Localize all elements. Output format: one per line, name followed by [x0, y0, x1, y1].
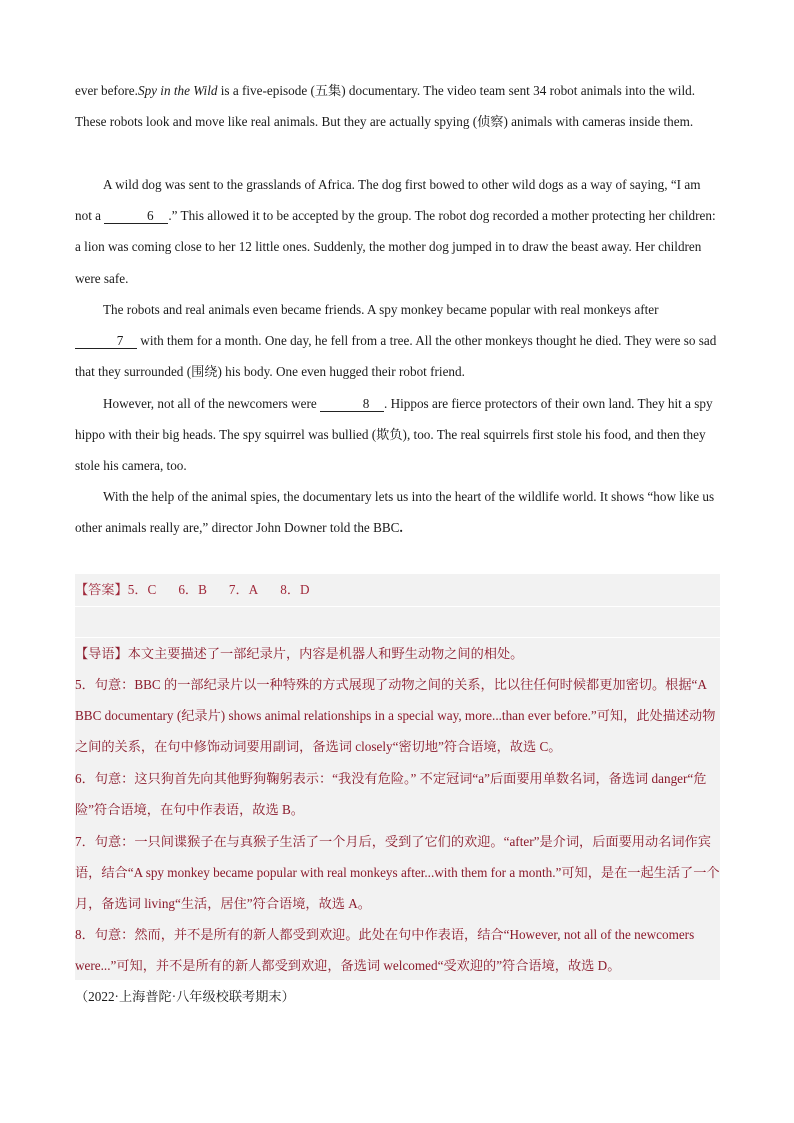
passage-paragraph-1 [75, 75, 720, 137]
divider [75, 606, 720, 607]
blank-6: 6 [104, 208, 168, 224]
source-note: （2022·上海普陀·八年级校联考期末） [75, 989, 295, 1004]
answer-item: 7．A [228, 582, 259, 597]
blank-7: 7 [75, 333, 137, 349]
passage-paragraph-2: A wild dog was sent to the grasslands of Africa. The dog first bowed to other wild dogs as a way of saying, “I am not a 6 .” This allowed it to be accepted by the group. The robot dog recorded a mother protecting her children: a lion was coming close to her 12 little ones. Suddenly, the mother dog jumped in to draw the beast away. Her children were safe. [75, 177, 716, 286]
explanation-q7: 7．句意：一只间谍猴子在与真猴子生活了一个月后，受到了它们的欢迎。“after”是介词，后面要用动名词作宾语，结合“A spy monkey became popular with real monkeys after...with them for a month.”可知，是在一起生活了一个月，备选词 living“生活，居住”符合语境，故选 A。 [75, 834, 720, 912]
answer-line [75, 574, 720, 606]
passage-paragraph-3: The robots and real animals even became friends. A spy monkey became popular with real monkeys after 7 with them for a month. One day, he fell from a tree. All the other monkeys thought he died. They were so sad that they surrounded (围绕) his body. One even hugged their robot friend. [75, 302, 717, 380]
answer-item: 8．D [280, 582, 310, 597]
p1-post: is a five-episode (五集) documentary. The video team sent 34 robot animals into the wild. These robots look and move like real animals. But they are actually spying (侦察) animals with cameras inside them. [75, 83, 696, 130]
explanation-q8: 8．句意：然而，并不是所有的新人都受到欢迎。此处在句中作表语，结合“However, not all of the newcomers were...”可知，并不是所有的新人都受到欢迎，备选词 welcomed“受欢迎的”符合语境，故选 D。 [75, 927, 695, 974]
explanation-q6: 6．句意：这只狗首先向其他野狗鞠躬表示：“我没有危险。” 不定冠词“a”后面要用单数名词，备选词 danger“危险”符合语境，在句中作表语，故选 B。 [75, 771, 707, 818]
blank-8: 8 [320, 396, 384, 412]
explanation-intro: 【导语】本文主要描述了一部纪录片，内容是机器人和野生动物之间的相处。 [75, 646, 524, 661]
passage-paragraph-4: However, not all of the newcomers were 8 . Hippos are fierce protectors of their own land. They hit a spy hippo with their big heads. The spy squirrel was bullied (欺负), too. The real squirrels first stole his food, and then they stole his camera, too. [75, 396, 713, 474]
answer-item: 6．B [178, 582, 207, 597]
p1-pre: ever before. [75, 83, 138, 98]
answer-label: 【答案】 [75, 582, 128, 597]
answer-item: 5．C [127, 582, 157, 597]
passage-paragraph-5: With the help of the animal spies, the documentary lets us into the heart of the wildlife world. It shows “how like us other animals really are,” director John Downer told the BBC. [75, 489, 715, 536]
explanation-q5: 5．句意：BBC 的一部纪录片以一种特殊的方式展现了动物之间的关系，比以往任何时候都更加密切。根据“A BBC documentary (纪录片) shows animal relationships in a special way, more...than ever before.”可知，此处描述动物之间的关系，在句中修饰动词要用副词，备选词 closely“密切地”符合语境，故选 C。 [75, 677, 716, 755]
documentary-title: Spy in the Wild [137, 83, 218, 98]
